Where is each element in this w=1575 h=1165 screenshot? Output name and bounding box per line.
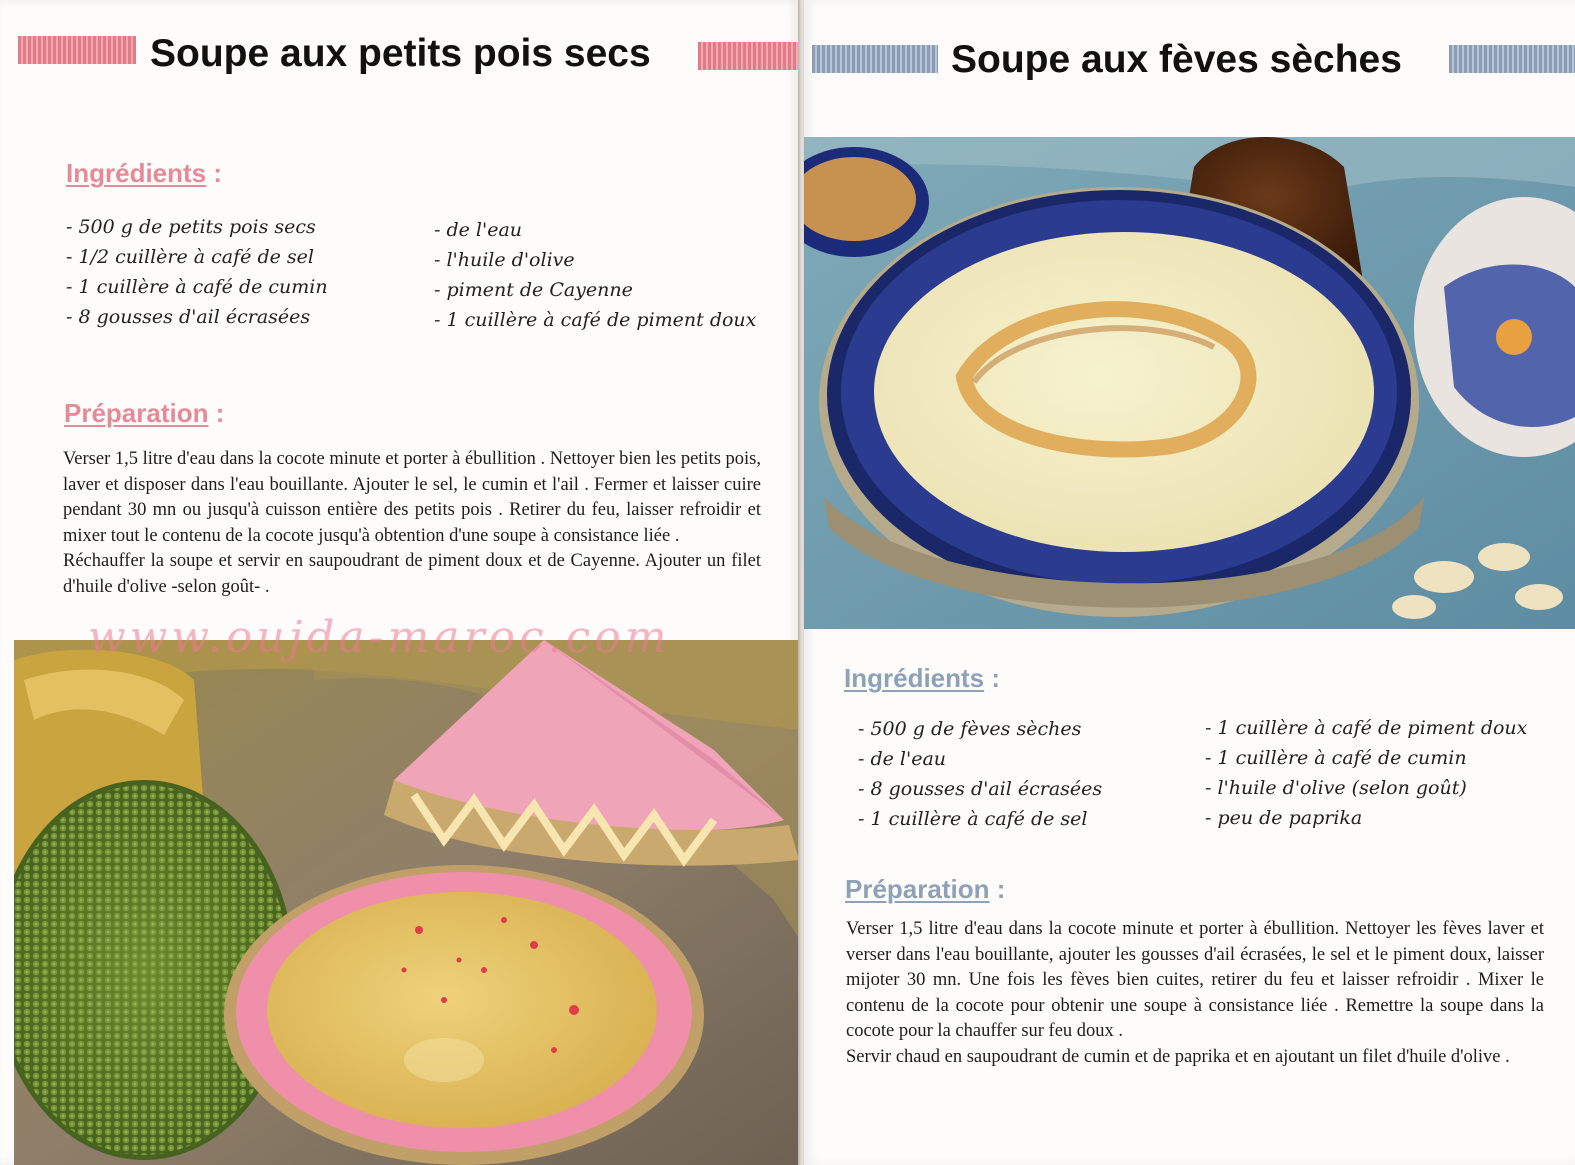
preparation-paragraph: Verser 1,5 litre d'eau dans la cocote minute et porter à ébullition. Nettoyer les fèves laver et verser dans l'eau bouillante, ajouter les gousses d'ail écrasées, le sel et le piment doux, laisser mijoter 30 mn. Une fois les fèves bien cuites, retirer du feu et laisser refroidir . Mixer le contenu de la cocote pour obtenir une soupe à consistance liée . Remettre la soupe dans la cocote pour la chauffer sur feu doux . — [846, 919, 1544, 1041]
right-ingredients-col2 — [1205, 713, 1527, 833]
title-stripe-right — [1449, 45, 1575, 73]
preparation-paragraph: Réchauffer la soupe et servir en saupoudrant de piment doux et de Cayenne. Ajouter un filet d'huile d'olive -selon goût- . — [63, 551, 761, 597]
title-stripe-right — [698, 42, 800, 70]
list-item: - piment de Cayenne — [434, 279, 633, 301]
list-item: - 1 cuillère à café de piment doux — [1205, 717, 1528, 739]
list-item: - l'huile d'olive — [434, 249, 575, 271]
right-ingredients-heading-colon: : — [991, 663, 1001, 693]
bean-soup-illustration — [804, 137, 1575, 629]
watermark-text: www.oujda-maroc.com — [88, 612, 671, 663]
list-item: - 1 cuillère à café de piment doux — [434, 309, 757, 331]
right-recipe-title: Soupe aux fèves sèches — [951, 38, 1402, 81]
right-preparation-text — [846, 917, 1544, 1070]
right-ingredients-heading-text: Ingrédients — [844, 663, 985, 693]
list-item: - 1 cuillère à café de cumin — [1205, 747, 1467, 769]
right-preparation-heading-colon: : — [996, 874, 1006, 904]
list-item: - de l'eau — [858, 748, 947, 770]
list-item: - 8 gousses d'ail écrasées — [858, 778, 1103, 800]
left-ingredients-heading-text: Ingrédients — [66, 158, 207, 188]
list-item: - 8 gousses d'ail écrasées — [66, 306, 311, 328]
right-preparation-heading — [845, 874, 1005, 905]
list-item: - de l'eau — [434, 219, 523, 241]
bean-soup-photo — [804, 137, 1575, 629]
right-ingredients-col1 — [858, 714, 1102, 834]
left-preparation-text — [63, 447, 761, 600]
list-item: - 500 g de petits pois secs — [66, 216, 316, 238]
left-preparation-heading-colon: : — [215, 398, 225, 428]
preparation-paragraph: Servir chaud en saupoudrant de cumin et de paprika et en ajoutant un filet d'huile d'olive . — [846, 1046, 1510, 1067]
preparation-paragraph: Verser 1,5 litre d'eau dans la cocote minute et porter à ébullition . Nettoyer bien les petits pois, laver et disposer dans l'eau bouillante. Ajouter le sel, le cumin et l'ail . Fermer et laisser cuire pendant 30 mn ou jusqu'à cuisson entière des petits pois . Retirer du feu, laisser refroidir et mixer tout le contenu de la cocote jusqu'à obtention d'une soupe à consistance liée . — [63, 449, 761, 546]
title-stripe-left — [812, 45, 938, 73]
left-ingredients-heading-colon: : — [213, 158, 223, 188]
pea-soup-photo — [14, 640, 800, 1165]
left-recipe-title: Soupe aux petits pois secs — [150, 32, 651, 75]
pea-soup-illustration — [14, 640, 800, 1165]
list-item: - 1 cuillère à café de sel — [858, 808, 1088, 830]
right-preparation-heading-text: Préparation — [845, 874, 990, 904]
left-preparation-heading — [64, 398, 224, 429]
left-ingredients-col1 — [66, 212, 328, 332]
list-item: - 500 g de fèves sèches — [858, 718, 1082, 740]
title-stripe-left — [18, 36, 136, 64]
list-item: - 1/2 cuillère à café de sel — [66, 246, 314, 268]
left-ingredients-heading — [66, 158, 222, 189]
right-ingredients-heading — [844, 663, 1000, 694]
left-ingredients-col2 — [434, 215, 756, 335]
list-item: - l'huile d'olive (selon goût) — [1205, 777, 1467, 799]
list-item: - 1 cuillère à café de cumin — [66, 276, 328, 298]
list-item: - peu de paprika — [1205, 807, 1363, 829]
right-page — [804, 0, 1575, 1165]
left-preparation-heading-text: Préparation — [64, 398, 209, 428]
